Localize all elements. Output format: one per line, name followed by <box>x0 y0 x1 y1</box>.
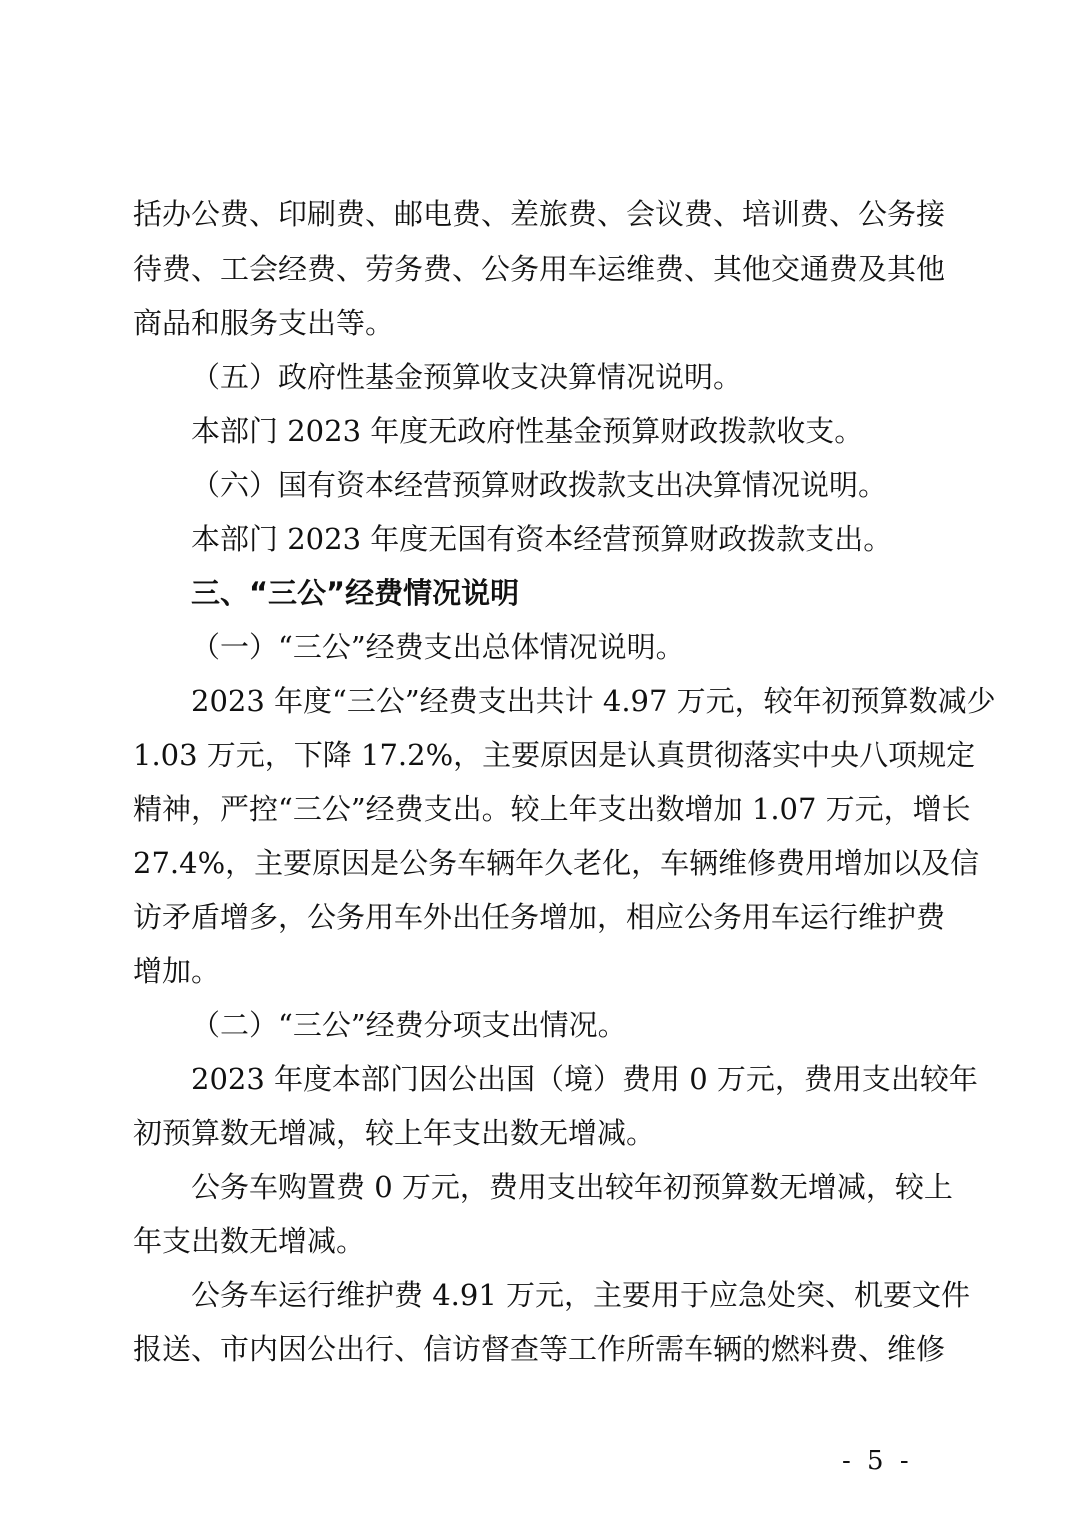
subsection-heading: （二）“三公”经费分项支出情况。 <box>191 1008 627 1042</box>
body-text-line: 括办公费、印刷费、邮电费、差旅费、会议费、培训费、公务接 <box>133 197 946 231</box>
body-text-line: 初预算数无增减，较上年支出数无增减。 <box>133 1116 656 1150</box>
subsection-heading: （六）国有资本经营预算财政拨款支出决算情况说明。 <box>191 468 888 502</box>
body-text-line: 1.03 万元，下降 17.2%，主要原因是认真贯彻落实中央八项规定 <box>133 738 976 772</box>
body-text-line: 公务车购置费 0 万元，费用支出较年初预算数无增减，较上 <box>191 1170 953 1204</box>
body-text-line: 本部门 2023 年度无国有资本经营预算财政拨款支出。 <box>191 522 893 556</box>
body-text-line: 精神，严控“三公”经费支出。较上年支出数增加 1.07 万元，增长 <box>133 792 971 826</box>
page-number: - 5 - <box>842 1446 913 1476</box>
body-text-line: 年支出数无增减。 <box>133 1224 366 1258</box>
section-heading: 三、“三公”经费情况说明 <box>191 576 520 610</box>
body-text-line: 27.4%，主要原因是公务车辆年久老化，车辆维修费用增加以及信 <box>133 846 980 880</box>
body-text-line: 访矛盾增多，公务用车外出任务增加，相应公务用车运行维护费 <box>133 900 946 934</box>
body-text-line: 本部门 2023 年度无政府性基金预算财政拨款收支。 <box>191 414 864 448</box>
body-text-line: 公务车运行维护费 4.91 万元，主要用于应急处突、机要文件 <box>191 1278 971 1312</box>
subsection-heading: （一）“三公”经费支出总体情况说明。 <box>191 630 685 664</box>
body-text-line: 商品和服务支出等。 <box>133 306 395 340</box>
body-text-line: 报送、市内因公出行、信访督查等工作所需车辆的燃料费、维修 <box>133 1332 946 1366</box>
body-text-line: 待费、工会经费、劳务费、公务用车运维费、其他交通费及其他 <box>133 252 946 286</box>
body-text-line: 增加。 <box>133 954 221 988</box>
body-text-line: 2023 年度“三公”经费支出共计 4.97 万元，较年初预算数减少 <box>191 684 996 718</box>
subsection-heading: （五）政府性基金预算收支决算情况说明。 <box>191 360 743 394</box>
body-text-line: 2023 年度本部门因公出国（境）费用 0 万元，费用支出较年 <box>191 1062 978 1096</box>
